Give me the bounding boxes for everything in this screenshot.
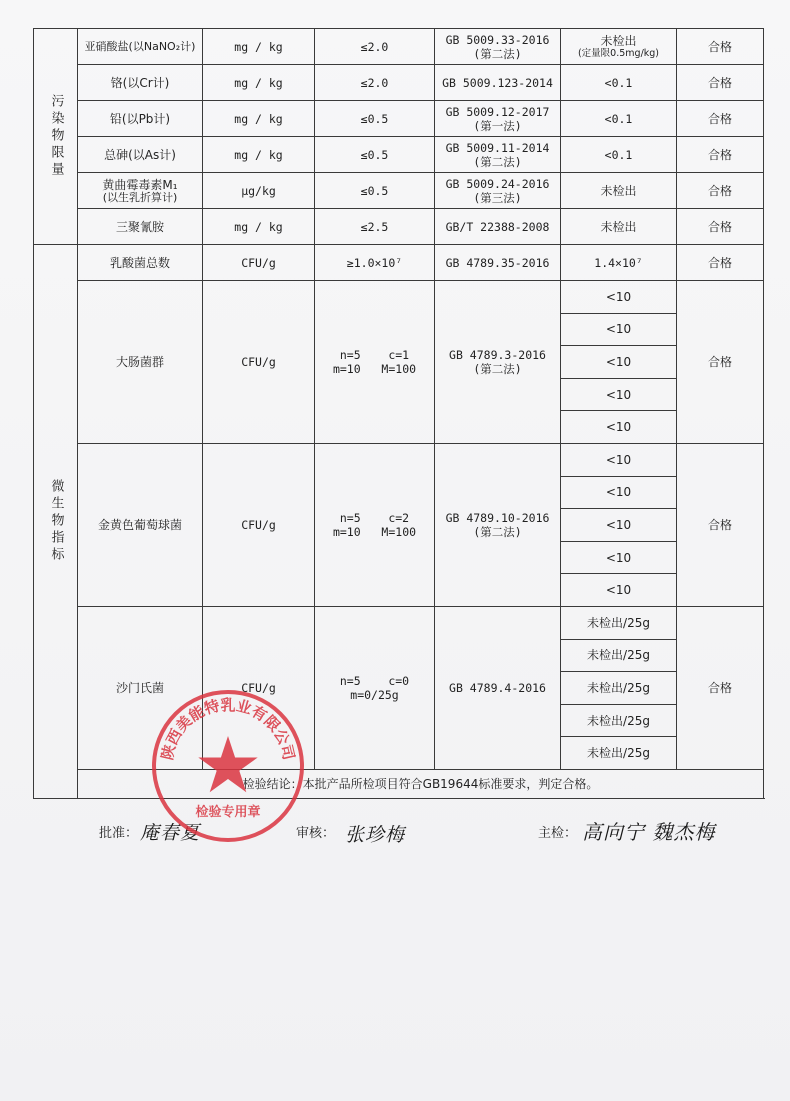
method-cell: GB/T 22388-2008 <box>435 209 561 245</box>
unit-cell: mg / kg <box>203 101 315 137</box>
result-cell: <10 <box>561 378 677 411</box>
unit-cell: μg/kg <box>203 173 315 209</box>
result-cell: <10 <box>561 346 677 379</box>
verdict-cell: 合格 <box>677 209 764 245</box>
table-row <box>34 65 764 101</box>
limit-cell: ≤2.5 <box>315 209 435 245</box>
approve-signature: 庵春夏 <box>140 822 201 844</box>
verdict-cell: 合格 <box>677 443 764 606</box>
table-row <box>34 137 764 173</box>
unit-cell: CFU/g <box>203 443 315 606</box>
verdict-cell: 合格 <box>677 281 764 444</box>
item-cell: 乳酸菌总数 <box>78 245 203 281</box>
category-micro: 微生物指标 <box>34 245 78 799</box>
item-cell: 沙门氏菌 <box>78 606 203 769</box>
result-cell: <10 <box>561 574 677 607</box>
stamp-subtext: 检验专用章 <box>195 805 261 820</box>
result-cell: <0.1 <box>561 65 677 101</box>
limit-cell: ≤0.5 <box>315 173 435 209</box>
method-cell: GB 5009.123-2014 <box>435 65 561 101</box>
method-cell: GB 4789.10-2016 (第二法) <box>435 443 561 606</box>
unit-cell: mg / kg <box>203 29 315 65</box>
result-cell: 未检出/25g <box>561 672 677 705</box>
method-cell: GB 5009.33-2016 (第二法) <box>435 29 561 65</box>
table-row <box>34 29 764 65</box>
inspect-signature: 高向宁 魏杰梅 <box>582 820 716 844</box>
verdict-cell: 合格 <box>677 29 764 65</box>
item-cell: 黄曲霉毒素M₁ (以生乳折算计) <box>78 173 203 209</box>
verdict-cell: 合格 <box>677 65 764 101</box>
limit-cell: ≤0.5 <box>315 137 435 173</box>
conclusion-text: 检验结论：本批产品所检项目符合GB19644标准要求，判定合格。 <box>78 769 764 798</box>
unit-cell: mg / kg <box>203 209 315 245</box>
table-row <box>34 245 764 281</box>
verdict-cell: 合格 <box>677 606 764 769</box>
result-cell: 未检出/25g <box>561 606 677 639</box>
method-cell: GB 4789.4-2016 <box>435 606 561 769</box>
item-cell: 大肠菌群 <box>78 281 203 444</box>
unit-cell: CFU/g <box>203 245 315 281</box>
unit-cell: CFU/g <box>203 281 315 444</box>
result-cell: 未检出 <box>561 173 677 209</box>
limit-cell: ≤2.0 <box>315 65 435 101</box>
result-cell: <0.1 <box>561 137 677 173</box>
category-contaminant: 污染物限量 <box>34 29 78 245</box>
stamp-star-icon <box>198 736 257 792</box>
result-cell: 未检出/25g <box>561 737 677 770</box>
test-results-table <box>33 28 764 799</box>
result-cell: <10 <box>561 281 677 314</box>
review-label: 审核： <box>296 826 336 841</box>
review-signature: 张珍梅 <box>345 824 406 846</box>
method-cell: GB 5009.24-2016 (第三法) <box>435 173 561 209</box>
approve-label: 批准： <box>99 826 139 841</box>
company-stamp <box>148 686 308 846</box>
method-cell: GB 4789.35-2016 <box>435 245 561 281</box>
item-cell: 铅(以Pb计) <box>78 101 203 137</box>
conclusion-row <box>34 769 764 798</box>
item-cell: 亚硝酸盐(以NaNO₂计) <box>78 29 203 65</box>
method-cell: GB 5009.12-2017 (第一法) <box>435 101 561 137</box>
result-cell: <10 <box>561 411 677 444</box>
result-cell: 1.4×10⁷ <box>561 245 677 281</box>
limit-cell: n=5 c=1 m=10 M=100 <box>315 281 435 444</box>
result-cell: 未检出 <box>561 209 677 245</box>
inspect-label: 主检： <box>538 826 578 841</box>
stamp-text: 陕西美能特乳业有限公司 <box>158 696 298 762</box>
limit-cell: ≤2.0 <box>315 29 435 65</box>
unit-cell: CFU/g <box>203 606 315 769</box>
table-row <box>34 443 764 476</box>
result-cell: <10 <box>561 313 677 346</box>
table-row <box>34 281 764 314</box>
table-row <box>34 209 764 245</box>
method-cell: GB 5009.11-2014 (第二法) <box>435 137 561 173</box>
verdict-cell: 合格 <box>677 101 764 137</box>
result-cell: <10 <box>561 509 677 542</box>
table-row <box>34 606 764 639</box>
unit-cell: mg / kg <box>203 137 315 173</box>
result-cell: 未检出/25g <box>561 639 677 672</box>
verdict-cell: 合格 <box>677 137 764 173</box>
table-row <box>34 173 764 209</box>
limit-cell: n=5 c=0 m=0/25g <box>315 606 435 769</box>
item-cell: 铬(以Cr计) <box>78 65 203 101</box>
limit-cell: n=5 c=2 m=10 M=100 <box>315 443 435 606</box>
result-cell: <10 <box>561 476 677 509</box>
result-cell: <10 <box>561 541 677 574</box>
table-row <box>34 101 764 137</box>
result-cell: 未检出/25g <box>561 704 677 737</box>
limit-cell: ≤0.5 <box>315 101 435 137</box>
method-cell: GB 4789.3-2016 (第二法) <box>435 281 561 444</box>
item-cell: 金黄色葡萄球菌 <box>78 443 203 606</box>
result-cell: 未检出 (定量限0.5mg/kg) <box>561 29 677 65</box>
verdict-cell: 合格 <box>677 173 764 209</box>
verdict-cell: 合格 <box>677 245 764 281</box>
item-cell: 三聚氰胺 <box>78 209 203 245</box>
limit-cell: ≥1.0×10⁷ <box>315 245 435 281</box>
result-cell: <0.1 <box>561 101 677 137</box>
unit-cell: mg / kg <box>203 65 315 101</box>
item-cell: 总砷(以As计) <box>78 137 203 173</box>
result-cell: <10 <box>561 443 677 476</box>
